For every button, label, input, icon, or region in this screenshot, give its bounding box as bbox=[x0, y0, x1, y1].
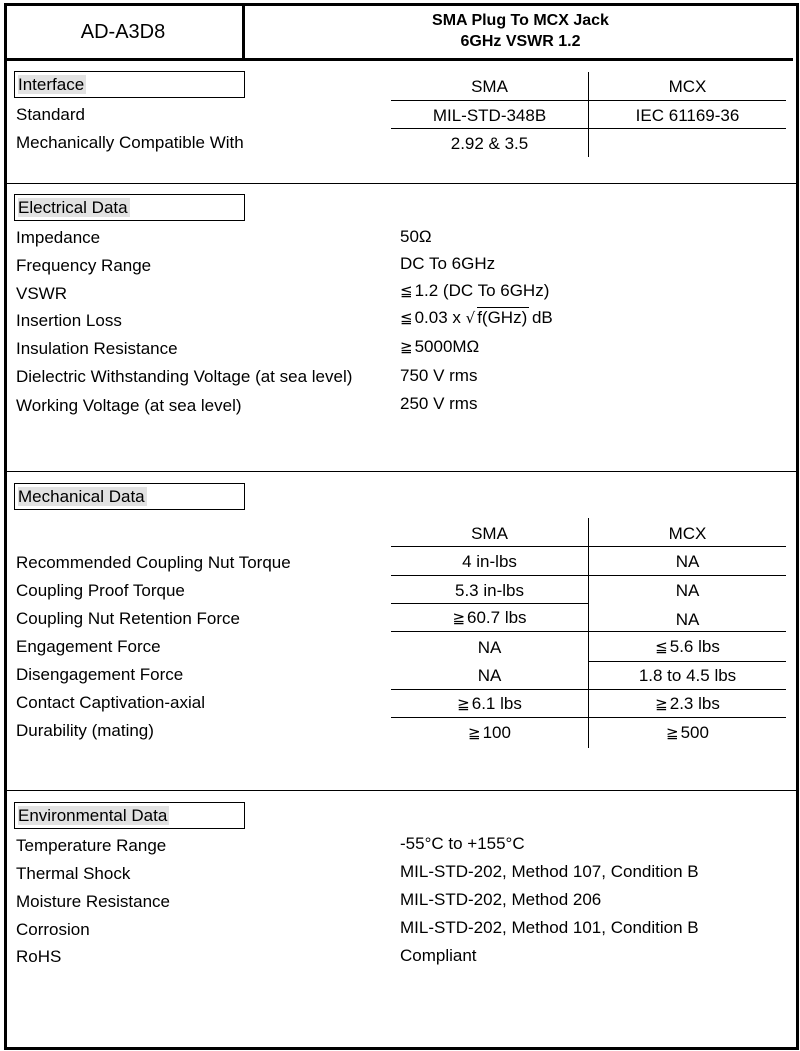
mechanical-label: Recommended Coupling Nut Torque bbox=[16, 553, 291, 572]
less-equal-icon: ≦ bbox=[655, 638, 668, 656]
electrical-label: Insertion Loss bbox=[16, 311, 122, 330]
electrical-label: VSWR bbox=[16, 284, 67, 303]
greater-equal-icon: ≧ bbox=[400, 338, 413, 356]
mechanical-label: Engagement Force bbox=[16, 637, 161, 656]
electrical-value: 50Ω bbox=[400, 227, 432, 246]
environmental-label: Thermal Shock bbox=[16, 864, 131, 883]
electrical-value: 750 V rms bbox=[400, 366, 478, 385]
mechanical-col-mcx: MCX bbox=[668, 524, 707, 543]
header bbox=[4, 3, 793, 61]
environmental-label: Corrosion bbox=[16, 920, 90, 939]
mechanical-sma-value: ≧ 60.7 lbs bbox=[452, 608, 527, 627]
row-rule bbox=[391, 100, 786, 101]
mechanical-mcx-value: NA bbox=[675, 581, 700, 600]
mechanical-sma-value: 5.3 in-lbs bbox=[455, 581, 524, 600]
interface-sma-value: 2.92 & 3.5 bbox=[450, 134, 529, 153]
title-line-2: 6GHz VSWR 1.2 bbox=[460, 32, 581, 50]
interface-mcx-value: IEC 61169-36 bbox=[635, 106, 740, 125]
mechanical-mcx-value: NA bbox=[675, 552, 700, 571]
mechanical-label: Durability (mating) bbox=[16, 721, 154, 740]
section-divider bbox=[7, 471, 796, 472]
environmental-value: MIL-STD-202, Method 206 bbox=[400, 890, 602, 909]
environmental-value: MIL-STD-202, Method 101, Condition B bbox=[400, 918, 699, 937]
square-root-icon: √ bbox=[465, 309, 476, 327]
mechanical-sma-value: NA bbox=[477, 666, 502, 685]
electrical-value: ≦ 0.03 x √ f(GHz) dB bbox=[400, 308, 553, 327]
title-line-1: SMA Plug To MCX Jack bbox=[432, 11, 609, 29]
row-rule bbox=[391, 128, 786, 129]
row-rule bbox=[391, 717, 786, 718]
electrical-value: ≦ 1.2 (DC To 6GHz) bbox=[400, 281, 550, 300]
environmental-value: MIL-STD-202, Method 107, Condition B bbox=[400, 862, 699, 881]
electrical-value: ≧ 5000MΩ bbox=[400, 337, 480, 356]
mechanical-label: Coupling Proof Torque bbox=[16, 581, 185, 600]
electrical-value: DC To 6GHz bbox=[400, 254, 496, 273]
part-number: AD-A3D8 bbox=[4, 3, 245, 58]
row-rule bbox=[391, 603, 588, 604]
section-tag-electrical: Electrical Data bbox=[14, 194, 245, 221]
greater-equal-icon: ≧ bbox=[452, 609, 466, 627]
row-rule bbox=[391, 546, 786, 547]
electrical-label: Dielectric Withstanding Voltage (at sea level) bbox=[16, 367, 353, 386]
section-tag-environmental: Environmental Data bbox=[14, 802, 245, 829]
mechanical-label: Coupling Nut Retention Force bbox=[16, 609, 240, 628]
section-divider bbox=[7, 790, 796, 791]
interface-col-mcx: MCX bbox=[668, 77, 707, 96]
row-rule bbox=[391, 631, 786, 632]
mechanical-mcx-value: NA bbox=[675, 610, 700, 629]
electrical-label: Frequency Range bbox=[16, 256, 152, 275]
electrical-label: Working Voltage (at sea level) bbox=[16, 396, 242, 415]
greater-equal-icon: ≧ bbox=[666, 724, 679, 742]
electrical-label: Impedance bbox=[16, 228, 101, 247]
environmental-value: Compliant bbox=[400, 946, 477, 965]
section-tag-interface: Interface bbox=[14, 71, 245, 98]
interface-label: Standard bbox=[16, 105, 85, 124]
greater-equal-icon: ≧ bbox=[457, 695, 470, 713]
mechanical-mcx-value: ≧ 500 bbox=[666, 723, 709, 742]
electrical-label: Insulation Resistance bbox=[16, 339, 178, 358]
mechanical-mcx-value: ≦ 5.6 lbs bbox=[655, 637, 720, 656]
environmental-label: Temperature Range bbox=[16, 836, 167, 855]
less-equal-icon: ≦ bbox=[400, 282, 413, 300]
mechanical-mcx-value: 1.8 to 4.5 lbs bbox=[638, 666, 737, 685]
mechanical-sma-value: NA bbox=[477, 638, 502, 657]
product-title bbox=[248, 3, 793, 58]
row-rule bbox=[589, 661, 786, 662]
section-tag-mechanical: Mechanical Data bbox=[14, 483, 245, 510]
environmental-label: RoHS bbox=[16, 947, 62, 966]
mechanical-label: Disengagement Force bbox=[16, 665, 184, 684]
row-rule bbox=[391, 575, 786, 576]
electrical-value: 250 V rms bbox=[400, 394, 478, 413]
mechanical-sma-value: ≧ 100 bbox=[468, 723, 511, 742]
interface-label: Mechanically Compatible With bbox=[16, 133, 244, 152]
mechanical-sma-value: 4 in-lbs bbox=[462, 552, 517, 571]
row-rule bbox=[391, 689, 786, 690]
greater-equal-icon: ≧ bbox=[655, 695, 668, 713]
greater-equal-icon: ≧ bbox=[468, 724, 481, 742]
interface-col-sma: SMA bbox=[471, 77, 508, 96]
section-divider bbox=[7, 183, 796, 184]
mechanical-label: Contact Captivation-axial bbox=[16, 693, 205, 712]
mechanical-mcx-value: ≧ 2.3 lbs bbox=[655, 694, 720, 713]
environmental-value: -55°C to +155°C bbox=[400, 834, 525, 853]
mechanical-col-sma: SMA bbox=[471, 524, 508, 543]
interface-sma-value: MIL-STD-348B bbox=[432, 106, 547, 125]
environmental-label: Moisture Resistance bbox=[16, 892, 171, 911]
mechanical-sma-value: ≧ 6.1 lbs bbox=[457, 694, 522, 713]
less-equal-icon: ≦ bbox=[400, 309, 413, 327]
